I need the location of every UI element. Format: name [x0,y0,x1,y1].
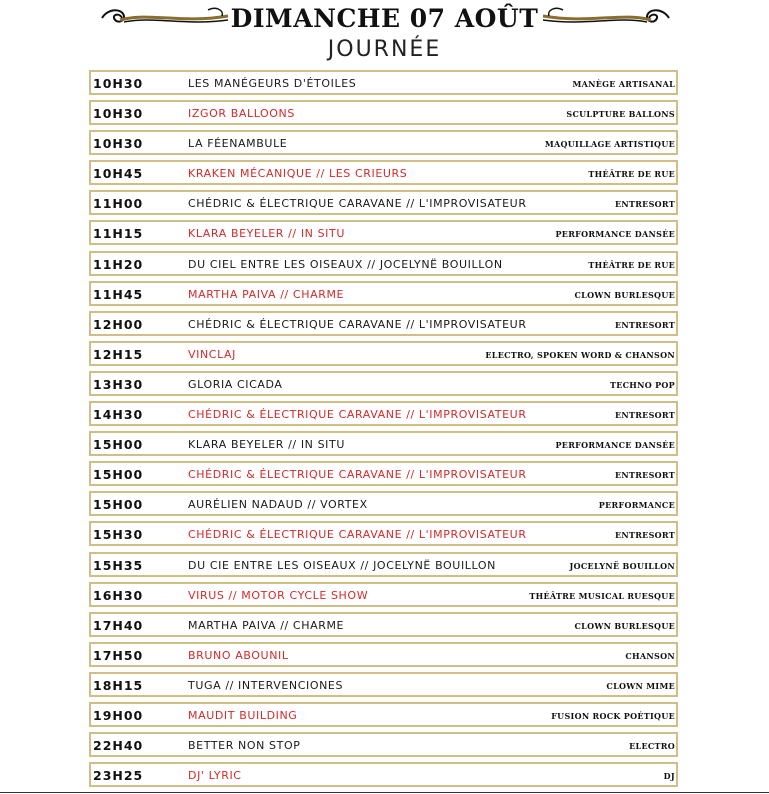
schedule-genre: JOCELYNË BOUILLON [569,560,675,571]
schedule-row [89,612,678,637]
schedule-genre: PERFORMANCE [598,500,675,511]
schedule-row [89,190,678,215]
schedule-act: BETTER NON STOP [188,739,301,753]
schedule-row [89,762,678,787]
schedule-time: 11H00 [93,196,144,212]
schedule-time: 10H30 [93,106,144,122]
page-subtitle: JOURNÉE [327,37,442,62]
schedule-genre: THÉÂTRE MUSICAL RUESQUE [529,590,675,601]
schedule-genre: ENTRESORT [614,199,675,210]
schedule-genre: CLOWN BURLESQUE [574,289,675,300]
schedule-act: IZGOR BALLOONS [188,107,295,121]
schedule-list [89,70,678,792]
schedule-time: 15H00 [93,467,144,483]
schedule-row [89,281,678,306]
schedule-act: KLARA BEYELER // IN SITU [188,227,345,241]
schedule-row [89,401,678,426]
schedule-act: MAUDIT BUILDING [188,708,298,722]
schedule-time: 15H00 [93,497,144,513]
schedule-time: 18H15 [93,677,144,693]
schedule-row [89,732,678,757]
schedule-time: 11H20 [93,256,144,272]
schedule-time: 12H00 [93,316,144,332]
schedule-act: KLARA BEYELER // IN SITU [188,438,345,452]
schedule-act: DU CIEL ENTRE LES OISEAUX // JOCELYNË BOUILLON [188,257,503,271]
schedule-act: CHÉDRIC & ÉLECTRIQUE CARAVANE // L'IMPROVISATEUR [188,317,527,331]
schedule-row [89,521,678,546]
schedule-time: 11H15 [93,226,144,242]
schedule-genre: THÉÂTRE DE RUE [588,259,675,270]
schedule-act: LES MANÉGEURS D'ÉTOILES [188,77,357,90]
schedule-act: CHÉDRIC & ÉLECTRIQUE CARAVANE // L'IMPROVISATEUR [188,468,527,482]
schedule-time: 17H50 [93,647,144,663]
schedule-time: 19H00 [93,707,144,723]
schedule-row [89,251,678,276]
schedule-row [89,311,678,336]
schedule-time: 15H35 [93,557,144,573]
schedule-act: CHÉDRIC & ÉLECTRIQUE CARAVANE // L'IMPROVISATEUR [188,408,527,422]
schedule-genre: SCULPTURE BALLONS [566,109,675,120]
schedule-time: 15H00 [93,437,144,453]
schedule-act: VINCLAJ [188,347,237,361]
schedule-time: 23H25 [93,768,144,784]
page-title: DIMANCHE 07 AOÛT [230,4,539,33]
right-flourish-ornament [541,6,671,30]
schedule-genre: ENTRESORT [614,470,675,481]
schedule-act: KRAKEN MÉCANIQUE // LES CRIEURS [188,167,408,181]
schedule-act: DU CIE ENTRE LES OISEAUX // JOCELYNË BOUILLON [188,558,496,572]
schedule-genre: ENTRESORT [614,530,675,541]
schedule-time: 11H45 [93,286,144,302]
schedule-time: 12H15 [93,346,144,362]
schedule-row [89,552,678,577]
schedule-genre: ELECTRO [629,741,675,752]
schedule-time: 10H30 [93,76,144,91]
schedule-row [89,341,678,366]
schedule-act: TUGA // INTERVENCIONES [188,678,344,692]
schedule-time: 13H30 [93,376,144,392]
schedule-genre: CHANSON [625,650,675,661]
schedule-act: AURÉLIEN NADAUD // VORTEX [188,498,368,512]
schedule-time: 16H30 [93,587,144,603]
schedule-genre: ENTRESORT [614,410,675,421]
schedule-act: LA FÉENAMBULE [188,137,288,151]
schedule-time: 10H30 [93,136,144,152]
schedule-act: CHÉDRIC & ÉLECTRIQUE CARAVANE // L'IMPROVISATEUR [188,528,527,542]
schedule-genre: FUSION ROCK POÉTIQUE [551,710,675,721]
schedule-act: GLORIA CICADA [188,377,283,391]
schedule-genre: ENTRESORT [614,319,675,330]
schedule-act: BRUNO ABOUNIL [188,648,289,662]
schedule-genre: PERFORMANCE DANSÉE [555,440,675,451]
schedule-genre: THÉÂTRE DE RUE [588,169,675,180]
schedule-genre: CLOWN MIME [606,680,675,691]
schedule-genre: ELECTRO, SPOKEN WORD & CHANSON [485,349,675,360]
schedule-act: DJ' LYRIC [188,769,242,783]
schedule-row [89,642,678,667]
schedule-time: 17H40 [93,617,144,633]
schedule-act: MARTHA PAIVA // CHARME [188,287,345,301]
page-header [0,0,769,68]
schedule-time: 10H45 [93,166,144,182]
schedule-row [89,702,678,727]
schedule-genre: CLOWN BURLESQUE [574,620,675,631]
schedule-act: MARTHA PAIVA // CHARME [188,618,345,632]
schedule-genre: DJ [663,771,675,782]
schedule-time: 22H40 [93,738,144,754]
schedule-row [89,160,678,185]
schedule-row [89,130,678,155]
schedule-time: 14H30 [93,407,144,423]
schedule-row [89,582,678,607]
schedule-row [89,371,678,396]
schedule-genre: MANÈGE ARTISANAL [572,79,675,89]
schedule-row [89,100,678,125]
schedule-row [89,461,678,486]
bottom-divider [0,792,769,793]
schedule-row [89,491,678,516]
schedule-act: VIRUS // MOTOR CYCLE SHOW [188,588,369,602]
schedule-time: 15H30 [93,527,144,543]
schedule-row [89,70,678,95]
schedule-genre: PERFORMANCE DANSÉE [555,229,675,240]
schedule-act: CHÉDRIC & ÉLECTRIQUE CARAVANE // L'IMPROVISATEUR [188,197,527,211]
schedule-row [89,220,678,245]
schedule-genre: MAQUILLAGE ARTISTIQUE [544,139,675,150]
schedule-row [89,431,678,456]
schedule-row [89,672,678,697]
schedule-genre: TECHNO POP [609,379,675,390]
